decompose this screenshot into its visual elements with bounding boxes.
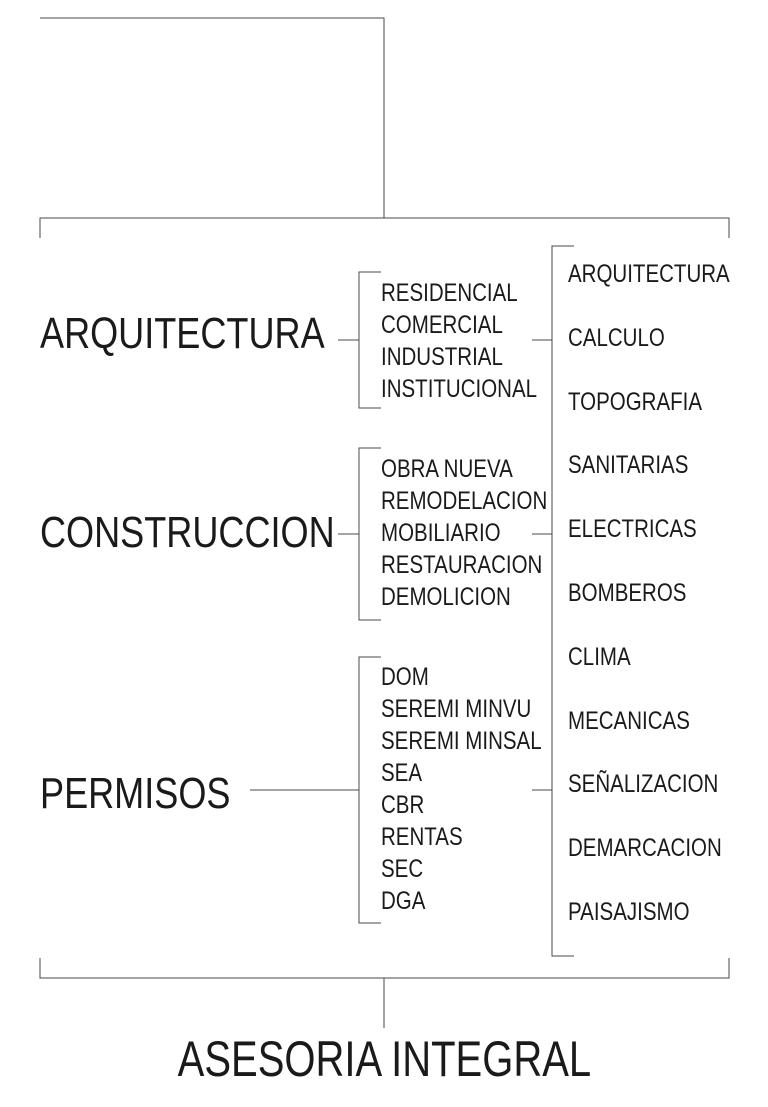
list-item: CLIMA xyxy=(568,642,631,671)
list-item: RESTAURACION xyxy=(381,551,543,579)
list-item: INDUSTRIAL xyxy=(381,343,503,371)
list-item: DGA xyxy=(381,887,426,915)
list-item: CALCULO xyxy=(568,323,665,352)
top-bracket xyxy=(40,218,729,238)
list-item: REMODELACION xyxy=(381,487,548,515)
branch-title-arquitectura: ARQUITECTURA xyxy=(40,309,325,358)
list-item: RESIDENCIAL xyxy=(381,279,518,307)
branch-title-construccion: CONSTRUCCION xyxy=(40,508,335,557)
list-item: SEA xyxy=(381,759,423,787)
list-item: SEREMI MINSAL xyxy=(381,727,542,755)
permisos-bracket xyxy=(359,657,381,923)
construccion-items xyxy=(381,453,584,613)
branch-title-permisos: PERMISOS xyxy=(40,769,231,818)
list-item: SEC xyxy=(381,855,424,883)
permisos-items xyxy=(381,661,577,917)
list-item: BOMBEROS xyxy=(568,578,687,607)
list-item: DEMARCACION xyxy=(568,834,722,863)
arquitectura-items xyxy=(381,277,571,405)
list-item: ARQUITECTURA xyxy=(568,260,730,288)
list-item: DEMOLICION xyxy=(381,583,511,611)
bottom-bracket xyxy=(40,958,729,978)
list-item: RENTAS xyxy=(381,823,463,851)
list-item: CBR xyxy=(381,791,425,819)
list-item: SEREMI MINVU xyxy=(381,695,532,723)
top-connector xyxy=(40,18,384,218)
list-item: ELECTRICAS xyxy=(568,515,697,544)
list-item: DOM xyxy=(381,663,429,691)
list-item: TOPOGRAFIA xyxy=(568,387,703,416)
specialties-list xyxy=(568,256,765,958)
list-item: MOBILIARIO xyxy=(381,519,501,547)
list-item: SANITARIAS xyxy=(568,451,689,480)
footer-title: ASESORIA INTEGRAL xyxy=(177,1031,591,1087)
list-item: COMERCIAL xyxy=(381,311,503,339)
list-item: MECANICAS xyxy=(568,706,690,735)
list-item: INSTITUCIONAL xyxy=(381,375,538,403)
list-item: PAISAJISMO xyxy=(568,897,690,926)
list-item: OBRA NUEVA xyxy=(381,455,513,483)
list-item: SEÑALIZACION xyxy=(568,770,719,799)
